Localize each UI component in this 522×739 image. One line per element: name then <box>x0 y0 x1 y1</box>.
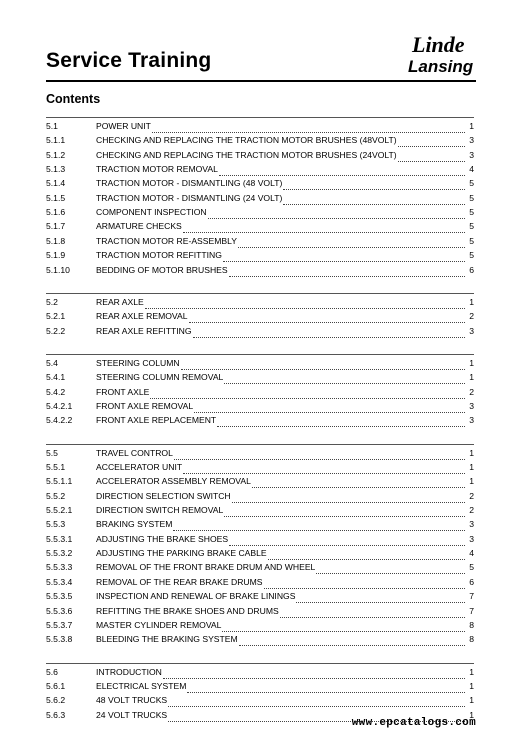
toc-section-title: REAR AXLE REMOVAL <box>96 311 188 322</box>
toc-section-number: 5.4 <box>46 357 58 368</box>
toc-section-number: 5.2.2 <box>46 325 66 336</box>
toc-section-number: 5.1.6 <box>46 207 66 218</box>
toc-section-title: ARMATURE CHECKS <box>96 221 182 232</box>
toc-section-number: 5.6.3 <box>46 709 66 720</box>
toc-section-number: 5.5.2.1 <box>46 505 73 516</box>
toc-dot-leader <box>183 461 465 474</box>
header-divider <box>46 80 476 82</box>
toc-dot-leader <box>150 386 465 399</box>
toc-section-number: 5.4.2.1 <box>46 400 73 411</box>
toc-page-number: 3 <box>469 400 474 411</box>
toc-section-title: REAR AXLE REFITTING <box>96 325 192 336</box>
toc-page-number: 8 <box>469 634 474 645</box>
toc-entry[interactable] <box>46 296 474 308</box>
toc-section-number: 5.2.1 <box>46 311 66 322</box>
toc-section-number: 5.6.1 <box>46 680 66 691</box>
toc-entry[interactable] <box>46 533 474 545</box>
toc-dot-leader <box>217 414 465 427</box>
toc-page-number: 5 <box>469 192 474 203</box>
toc-section-number: 5.4.2 <box>46 386 66 397</box>
toc-page-number: 3 <box>469 135 474 146</box>
toc-section-title: FRONT AXLE REMOVAL <box>96 400 194 411</box>
toc-entry[interactable] <box>46 576 474 588</box>
toc-page-number: 3 <box>469 533 474 544</box>
toc-section-number: 5.1.7 <box>46 221 66 232</box>
toc-page-number: 6 <box>469 264 474 275</box>
toc-entry[interactable] <box>46 357 474 369</box>
toc-section-number: 5.5.3.3 <box>46 562 73 573</box>
toc-page-number: 3 <box>469 519 474 530</box>
toc-section-number: 5.4.1 <box>46 372 66 383</box>
toc-page-number: 1 <box>469 121 474 131</box>
toc-entry[interactable] <box>46 633 474 645</box>
toc-section-title: BRAKING SYSTEM <box>96 519 173 530</box>
toc-dot-leader <box>316 561 465 574</box>
toc-section-number: 5.1 <box>46 121 58 131</box>
toc-page-number: 4 <box>469 548 474 559</box>
toc-section-title: BLEEDING THE BRAKING SYSTEM <box>96 634 238 645</box>
toc-section-number: 5.6 <box>46 666 58 677</box>
toc-section-number: 5.1.2 <box>46 149 66 160</box>
toc-dot-leader <box>174 447 465 460</box>
section-divider <box>46 354 474 355</box>
logo-text-top: Linde <box>412 32 465 57</box>
toc-section-title: TRACTION MOTOR - DISMANTLING (48 VOLT) <box>96 178 283 189</box>
toc-section-number: 5.5.3.8 <box>46 634 73 645</box>
toc-section-title: DIRECTION SELECTION SWITCH <box>96 490 231 501</box>
toc-dot-leader <box>163 666 465 679</box>
toc-section-title: ELECTRICAL SYSTEM <box>96 680 187 691</box>
toc-dot-leader <box>223 249 465 262</box>
toc-entry[interactable] <box>46 619 474 631</box>
toc-section-title: ADJUSTING THE BRAKE SHOES <box>96 533 229 544</box>
toc-section-title: ACCELERATOR ASSEMBLY REMOVAL <box>96 476 251 487</box>
toc-section-title: REAR AXLE <box>96 296 144 307</box>
toc-section-number: 5.5.2 <box>46 490 66 501</box>
toc-entry[interactable] <box>46 134 474 146</box>
toc-section-number: 5.2 <box>46 296 58 307</box>
toc-entry[interactable] <box>46 605 474 617</box>
section-divider <box>46 117 474 118</box>
toc-dot-leader <box>398 149 465 162</box>
toc-page-number: 2 <box>469 505 474 516</box>
toc-section-number: 5.1.9 <box>46 250 66 261</box>
toc-entry[interactable] <box>46 504 474 516</box>
toc-entry[interactable] <box>46 561 474 573</box>
toc-page-number: 5 <box>469 250 474 261</box>
toc-entry[interactable] <box>46 461 474 473</box>
toc-dot-leader <box>238 235 465 248</box>
toc-dot-leader <box>219 163 465 176</box>
toc-dot-leader <box>283 177 465 190</box>
toc-section-number: 5.6.2 <box>46 695 66 706</box>
toc-entry[interactable] <box>46 490 474 502</box>
toc-page-number: 2 <box>469 490 474 501</box>
toc-dot-leader <box>208 206 465 219</box>
toc-dot-leader <box>173 518 465 531</box>
toc-page-number: 1 <box>469 666 474 677</box>
toc-dot-leader <box>283 192 465 205</box>
toc-dot-leader <box>189 310 465 323</box>
contents-heading: Contents <box>46 92 101 106</box>
section-divider <box>46 444 474 445</box>
toc-section-number: 5.4.2.2 <box>46 415 73 426</box>
toc-entry[interactable] <box>46 475 474 487</box>
toc-entry[interactable] <box>46 192 474 204</box>
toc-page-number: 1 <box>469 695 474 706</box>
toc-section-number: 5.5.3.5 <box>46 591 73 602</box>
toc-section-number: 5.5.3.2 <box>46 548 73 559</box>
toc-page-number: 3 <box>469 415 474 426</box>
toc-page-number: 7 <box>469 605 474 616</box>
toc-section-title: COMPONENT INSPECTION <box>96 207 207 218</box>
toc-section-number: 5.5.3.1 <box>46 533 73 544</box>
toc-dot-leader <box>194 400 465 413</box>
toc-entry[interactable] <box>46 518 474 530</box>
toc-section-title: TRACTION MOTOR - DISMANTLING (24 VOLT) <box>96 192 283 203</box>
toc-section-number: 5.5.1.1 <box>46 476 73 487</box>
toc-dot-leader <box>152 120 465 133</box>
toc-section-title: BEDDING OF MOTOR BRUSHES <box>96 264 228 275</box>
toc-section-number: 5.1.5 <box>46 192 66 203</box>
linde-lansing-logo <box>394 30 492 78</box>
toc-entry[interactable] <box>46 325 474 337</box>
footer-url: www.epcatalogs.com <box>351 717 476 729</box>
toc-entry[interactable] <box>46 206 474 218</box>
toc-section-title: INSPECTION AND RENEWAL OF BRAKE LININGS <box>96 591 296 602</box>
toc-dot-leader <box>183 220 465 233</box>
toc-entry[interactable] <box>46 386 474 398</box>
toc-section-number: 5.5.1 <box>46 462 66 472</box>
toc-section-title: DIRECTION SWITCH REMOVAL <box>96 505 224 516</box>
toc-section-number: 5.5.3.7 <box>46 619 73 630</box>
toc-page-number: 1 <box>469 680 474 691</box>
toc-section-title: ACCELERATOR UNIT <box>96 462 183 472</box>
toc-page-number: 8 <box>469 619 474 630</box>
toc-entry[interactable] <box>46 400 474 412</box>
toc-section-title: FRONT AXLE REPLACEMENT <box>96 415 217 426</box>
toc-page-number: 5 <box>469 207 474 218</box>
section-divider <box>46 293 474 294</box>
toc-entry[interactable] <box>46 249 474 261</box>
toc-dot-leader <box>398 134 465 147</box>
toc-entry[interactable] <box>46 264 474 276</box>
toc-page-number: 1 <box>469 476 474 487</box>
toc-dot-leader <box>187 680 465 693</box>
toc-section-title: CHECKING AND REPLACING THE TRACTION MOTOR BRUSHES (24VOLT) <box>96 149 397 160</box>
toc-entry[interactable] <box>46 547 474 559</box>
toc-section-title: TRACTION MOTOR REMOVAL <box>96 164 218 175</box>
toc-page-number: 1 <box>469 447 474 458</box>
toc-page-number: 3 <box>469 149 474 160</box>
toc-page-number: 1 <box>469 357 474 368</box>
toc-section-title: INTRODUCTION <box>96 666 162 677</box>
toc-section-number: 5.1.10 <box>46 264 70 275</box>
toc-section-number: 5.1.8 <box>46 235 66 246</box>
toc-dot-leader <box>232 490 465 503</box>
toc-page-number: 5 <box>469 562 474 573</box>
toc-entry[interactable] <box>46 120 474 132</box>
toc-entry[interactable] <box>46 414 474 426</box>
toc-page-number: 6 <box>469 576 474 587</box>
toc-dot-leader <box>224 504 465 517</box>
toc-page-number: 4 <box>469 164 474 175</box>
toc-page-number: 1 <box>469 372 474 383</box>
toc-section-title: REMOVAL OF THE FRONT BRAKE DRUM AND WHEEL <box>96 562 316 573</box>
toc-page-number: 1 <box>469 709 474 720</box>
logo-text-bottom: Lansing <box>408 57 474 76</box>
toc-page-number: 7 <box>469 591 474 602</box>
toc-page-number: 3 <box>469 325 474 336</box>
toc-section-number: 5.1.4 <box>46 178 66 189</box>
toc-page-number: 1 <box>469 296 474 307</box>
toc-entry[interactable] <box>46 590 474 602</box>
toc-page-number: 5 <box>469 235 474 246</box>
toc-entry[interactable] <box>46 220 474 232</box>
toc-section-title: STEERING COLUMN REMOVAL <box>96 372 224 383</box>
toc-dot-leader <box>268 547 465 560</box>
toc-section-number: 5.5.3.6 <box>46 605 73 616</box>
toc-section-title: POWER UNIT <box>96 121 151 131</box>
toc-dot-leader <box>252 475 465 488</box>
toc-entry[interactable] <box>46 680 474 692</box>
toc-dot-leader <box>222 619 465 632</box>
section-divider <box>46 663 474 664</box>
toc-dot-leader <box>145 296 465 309</box>
toc-section-title: ADJUSTING THE PARKING BRAKE CABLE <box>96 548 267 559</box>
toc-entry[interactable] <box>46 694 474 706</box>
toc-entry[interactable] <box>46 666 474 678</box>
toc-dot-leader <box>264 576 466 589</box>
toc-dot-leader <box>229 533 465 546</box>
toc-section-number: 5.1.1 <box>46 135 66 146</box>
toc-section-number: 5.5 <box>46 447 58 458</box>
toc-section-title: TRACTION MOTOR REFITTING <box>96 250 222 261</box>
toc-entry[interactable] <box>46 235 474 247</box>
toc-section-title: REMOVAL OF THE REAR BRAKE DRUMS <box>96 576 263 587</box>
toc-dot-leader <box>280 605 465 618</box>
toc-section-title: TRACTION MOTOR RE-ASSEMBLY <box>96 235 238 246</box>
toc-page-number: 2 <box>469 386 474 397</box>
toc-section-title: CHECKING AND REPLACING THE TRACTION MOTOR BRUSHES (48VOLT) <box>96 135 397 146</box>
toc-page-number: 5 <box>469 221 474 232</box>
toc-dot-leader <box>239 633 465 646</box>
toc-section-number: 5.5.3 <box>46 519 66 530</box>
toc-dot-leader <box>224 371 465 384</box>
page-title: Service Training <box>46 49 212 72</box>
toc-section-number: 5.5.3.4 <box>46 576 73 587</box>
toc-page-number: 5 <box>469 178 474 189</box>
toc-section-title: TRAVEL CONTROL <box>96 447 173 458</box>
toc-section-title: 24 VOLT TRUCKS <box>96 709 168 720</box>
toc-dot-leader <box>181 357 465 370</box>
toc-section-title: REFITTING THE BRAKE SHOES AND DRUMS <box>96 605 279 616</box>
toc-section-title: STEERING COLUMN <box>96 357 180 368</box>
toc-entry[interactable] <box>46 310 474 322</box>
toc-page-number: 1 <box>469 462 474 472</box>
toc-section-title: 48 VOLT TRUCKS <box>96 695 168 706</box>
toc-dot-leader <box>168 694 465 707</box>
toc-entry[interactable] <box>46 149 474 161</box>
toc-section-number: 5.1.3 <box>46 164 66 175</box>
toc-entry[interactable] <box>46 371 474 383</box>
toc-dot-leader <box>229 264 465 277</box>
toc-entry[interactable] <box>46 163 474 175</box>
toc-dot-leader <box>296 590 465 603</box>
toc-entry[interactable] <box>46 177 474 189</box>
toc-entry[interactable] <box>46 447 474 459</box>
toc-page-number: 2 <box>469 311 474 322</box>
toc-dot-leader <box>193 325 465 338</box>
toc-section-title: FRONT AXLE <box>96 386 150 397</box>
toc-section-title: MASTER CYLINDER REMOVAL <box>96 619 222 630</box>
